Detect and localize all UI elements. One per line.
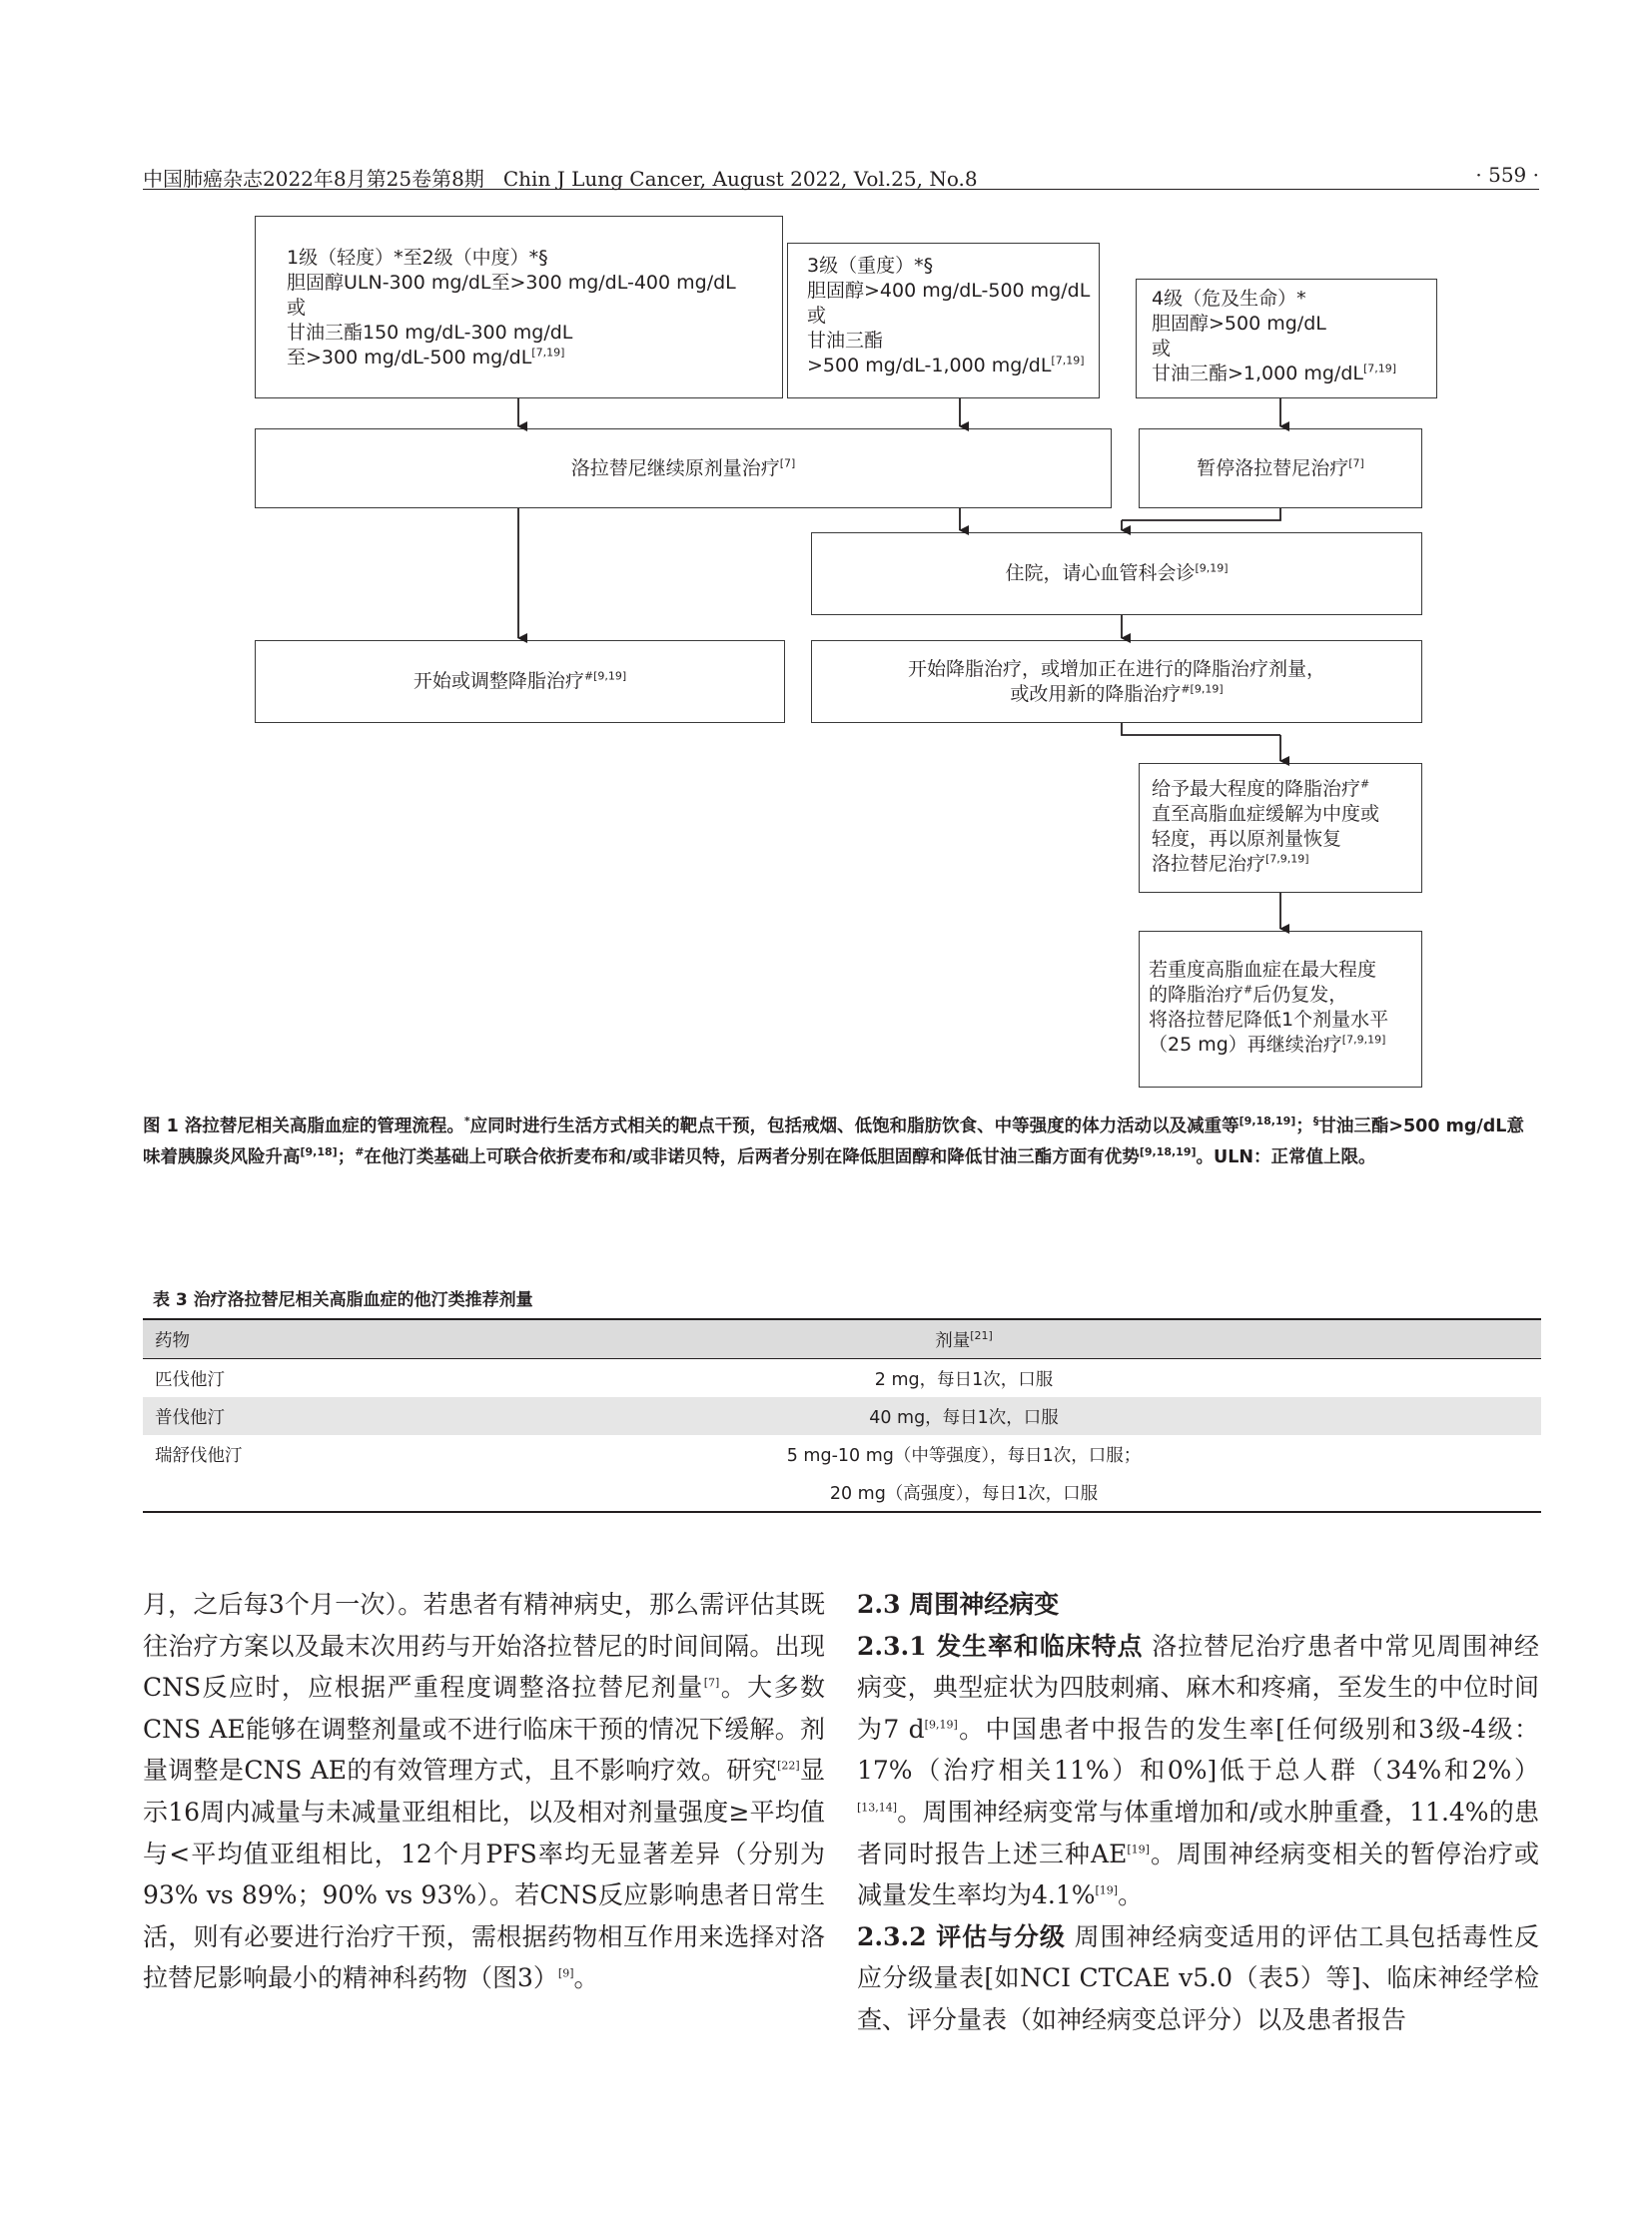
- table-title: 表 3 治疗洛拉替尼相关高脂血症的他汀类推荐剂量: [153, 1290, 533, 1310]
- start-increase-line2: 或改用新的降脂治疗: [1010, 682, 1182, 705]
- col-header-dose-ref: [21]: [970, 1328, 993, 1342]
- max-therapy-ref2: [7,9,19]: [1265, 852, 1309, 866]
- table-row: [143, 1473, 1541, 1512]
- subsection-heading-2-3-1: 2.3.1 发生率和临床特点: [857, 1631, 1144, 1661]
- citation: [22]: [777, 1760, 800, 1774]
- arrow-start-increase-to-max: [1122, 723, 1280, 735]
- col-header-drug: 药物: [155, 1330, 190, 1351]
- dose-cell: 2 mg，每日1次，口服: [874, 1369, 1054, 1390]
- box-grade-3: [787, 243, 1100, 398]
- caption-ref: [9,18]: [300, 1145, 338, 1159]
- subsection-heading-2-3-2: 2.3.2 评估与分级: [857, 1921, 1066, 1951]
- col-header-dose: [387, 1319, 1541, 1359]
- grade4-ref: [7,19]: [1362, 362, 1397, 375]
- caption-part: ；: [1295, 1116, 1313, 1136]
- box-start-increase: [811, 640, 1422, 723]
- box-max-therapy: [1139, 763, 1422, 893]
- grade12-line5: 至>300 mg/dL-500 mg/dL: [287, 347, 532, 369]
- body-text: 。周围神经病变常与体重增加和/或水肿重叠，11.4%的患者同时报告上述三种AE: [857, 1797, 1539, 1868]
- start-adjust-ref: #[9,19]: [583, 669, 627, 683]
- citation: [19]: [1095, 1883, 1119, 1897]
- recur-line2b: 后仍复发，: [1252, 984, 1348, 1006]
- col-header-dose-text: 剂量: [935, 1330, 971, 1351]
- caption-part: 在他汀类基础上可联合依折麦布和/或非诺贝特，后两者分别在降低胆固醇和降低甘油三酯方面有优势: [364, 1147, 1140, 1167]
- start-adjust-text: 开始或调整降脂治疗: [413, 670, 584, 692]
- grade4-line2: 胆固醇>500 mg/dL: [1152, 313, 1326, 335]
- body-text: 周围神经病变适用的评估工具包括毒性反应分级量表[如NCI CTCAE v5.0（表5）等]、临床神经学检查、评分量表（如神经病变总评分）以及患者报告: [857, 1921, 1539, 2034]
- recur-ref1: #: [1243, 983, 1253, 997]
- drug-cell: 瑞舒伐他汀: [155, 1445, 243, 1466]
- drug-cell: [143, 1473, 387, 1512]
- citation: [7]: [703, 1676, 720, 1690]
- caption-part: 应同时进行生活方式相关的靶点干预，包括戒烟、低饱和脂肪饮食、中等强度的体力活动以及减重等: [469, 1116, 1239, 1136]
- page-number: · 559 ·: [1475, 163, 1539, 187]
- table-row: [143, 1397, 1541, 1435]
- caption-part: 图 1 洛拉替尼相关高脂血症的管理流程。: [143, 1116, 464, 1136]
- running-header: [143, 163, 978, 192]
- citation: [19]: [1127, 1843, 1150, 1856]
- figure-caption: [143, 1112, 1541, 1173]
- box-pause-treatment: [1139, 428, 1422, 508]
- box-hospital: [811, 532, 1422, 615]
- citation: [9,19]: [924, 1718, 958, 1732]
- recur-line1: 若重度高脂血症在最大程度: [1149, 959, 1377, 981]
- table-row: [143, 1359, 1541, 1398]
- statin-dose-table: [143, 1318, 1541, 1513]
- recur-ref2: [7,9,19]: [1341, 1033, 1386, 1047]
- grade12-line3: 或: [287, 297, 307, 319]
- recur-line2a: 的降脂治疗: [1149, 984, 1244, 1006]
- grade3-line1: 3级（重度）*§: [807, 255, 934, 277]
- body-text: 。大多数CNS AE能够在调整剂量或不进行临床干预的情况下缓解。剂量调整是CNS AE的有效管理方式，且不影响疗效。研究: [143, 1673, 825, 1786]
- header-rule: [143, 189, 1539, 190]
- caption-ref: [9,18,19]: [1239, 1114, 1296, 1128]
- caption-part: 甘油三酯>500 mg/dL意味着胰腺炎风险升高: [143, 1116, 1524, 1167]
- drug-cell: 匹伐他汀: [155, 1369, 225, 1390]
- caption-ref: §: [1312, 1114, 1319, 1128]
- caption-part: 。ULN：正常值上限。: [1196, 1147, 1376, 1167]
- body-text: 洛拉替尼治疗患者中常见周围神经病变，典型症状为四肢刺痛、麻木和疼痛，至发生的中位时间为7 d: [857, 1631, 1539, 1744]
- caption-ref: *: [463, 1114, 470, 1128]
- max-therapy-line2: 直至高脂血症缓解为中度或: [1152, 803, 1380, 825]
- grade4-line3: 或: [1152, 338, 1172, 360]
- section-heading-2-3: 2.3 周围神经病变: [857, 1590, 1060, 1619]
- grade12-ref: [7,19]: [531, 346, 565, 360]
- box-grade-1-2: [255, 216, 783, 398]
- body-text: 。周围神经病变相关的暂停治疗或减量发生率均为4.1%: [857, 1839, 1539, 1910]
- body-text: 。中国患者中报告的发生率[任何级别和3级-4级：17%（治疗相关11%）和0%]低于总人群（34%和2%）: [857, 1714, 1540, 1786]
- body-text: 显示16周内减量与未减量亚组相比，以及相对剂量强度≥平均值与<平均值亚组相比，12个月PFS率均无显著差异（分别为93% vs 89%；90% vs 93%）。若CNS反应影响患者日常生活，则有必要进行治疗干预，需根据药物相互作用来选择对洛拉替尼影响最小的精神科药物（图3）: [143, 1756, 825, 1993]
- caption-part: ；: [337, 1147, 356, 1167]
- grade3-line3: 或: [807, 305, 827, 327]
- recur-line4: （25 mg）再继续治疗: [1149, 1034, 1342, 1056]
- citation: [13,14]: [857, 1801, 898, 1815]
- pause-text: 暂停洛拉替尼治疗: [1197, 456, 1349, 479]
- start-increase-line1: 开始降脂治疗，或增加正在进行的降脂治疗剂量，: [907, 657, 1325, 680]
- citation: [9]: [557, 1967, 574, 1981]
- caption-ref: [9,18,19]: [1139, 1145, 1197, 1159]
- grade3-ref: [7,19]: [1051, 354, 1085, 368]
- box-recurrence: [1139, 931, 1422, 1088]
- recur-line3: 将洛拉替尼降低1个剂量水平: [1149, 1009, 1389, 1031]
- max-therapy-line1: 给予最大程度的降脂治疗: [1152, 778, 1361, 800]
- journal-title-cn: 中国肺癌杂志2022年8月第25卷第8期: [143, 167, 484, 191]
- dose-cell: 20 mg（高强度），每日1次，口服: [829, 1483, 1099, 1504]
- body-text: 。: [1118, 1880, 1144, 1910]
- grade3-line5: >500 mg/dL-1,000 mg/dL: [807, 355, 1052, 376]
- body-text: 月，之后每3个月一次）。若患者有精神病史，那么需评估其既往治疗方案以及最末次用药与开始洛拉替尼的时间间隔。出现CNS反应时，应根据严重程度调整洛拉替尼剂量: [143, 1590, 825, 1703]
- pause-ref: [7]: [1348, 456, 1364, 470]
- grade12-line4: 甘油三酯150 mg/dL-300 mg/dL: [287, 322, 573, 344]
- grade3-line4: 甘油三酯: [807, 330, 884, 352]
- hospital-ref: [9,19]: [1195, 561, 1229, 575]
- body-right-column: [857, 1584, 1539, 2041]
- drug-cell: 普伐他汀: [155, 1407, 225, 1428]
- hospital-text: 住院，请心血管科会诊: [1005, 562, 1196, 584]
- dose-cell: 40 mg，每日1次，口服: [869, 1407, 1059, 1428]
- table-header-row: [143, 1319, 1541, 1359]
- table-row: [143, 1435, 1541, 1473]
- body-text: 。: [573, 1963, 599, 1993]
- box-grade-4: [1136, 279, 1437, 398]
- grade12-line2: 胆固醇ULN-300 mg/dL至>300 mg/dL-400 mg/dL: [287, 272, 736, 294]
- start-increase-ref: #[9,19]: [1181, 682, 1224, 696]
- max-therapy-ref1: #: [1360, 777, 1370, 791]
- body-left-column: [143, 1584, 825, 1999]
- grade4-line1: 4级（危及生命）*: [1152, 288, 1306, 310]
- continue-text: 洛拉替尼继续原剂量治疗: [570, 456, 780, 479]
- dose-cell: 5 mg-10 mg（中等强度），每日1次，口服；: [786, 1445, 1142, 1466]
- arrow-pause-to-hospital: [1122, 508, 1280, 520]
- journal-title-en: Chin J Lung Cancer, August 2022, Vol.25, No.8: [502, 167, 978, 191]
- box-continue-dose: [255, 428, 1112, 508]
- grade3-line2: 胆固醇>400 mg/dL-500 mg/dL: [807, 280, 1091, 302]
- grade4-line4: 甘油三酯>1,000 mg/dL: [1152, 363, 1363, 384]
- max-therapy-line4: 洛拉替尼治疗: [1152, 853, 1266, 875]
- grade12-line1: 1级（轻度）*至2级（中度）*§: [287, 247, 548, 269]
- caption-ref: #: [355, 1145, 365, 1159]
- box-start-adjust: [255, 640, 785, 723]
- max-therapy-line3: 轻度，再以原剂量恢复: [1152, 828, 1342, 850]
- continue-ref: [7]: [779, 456, 796, 470]
